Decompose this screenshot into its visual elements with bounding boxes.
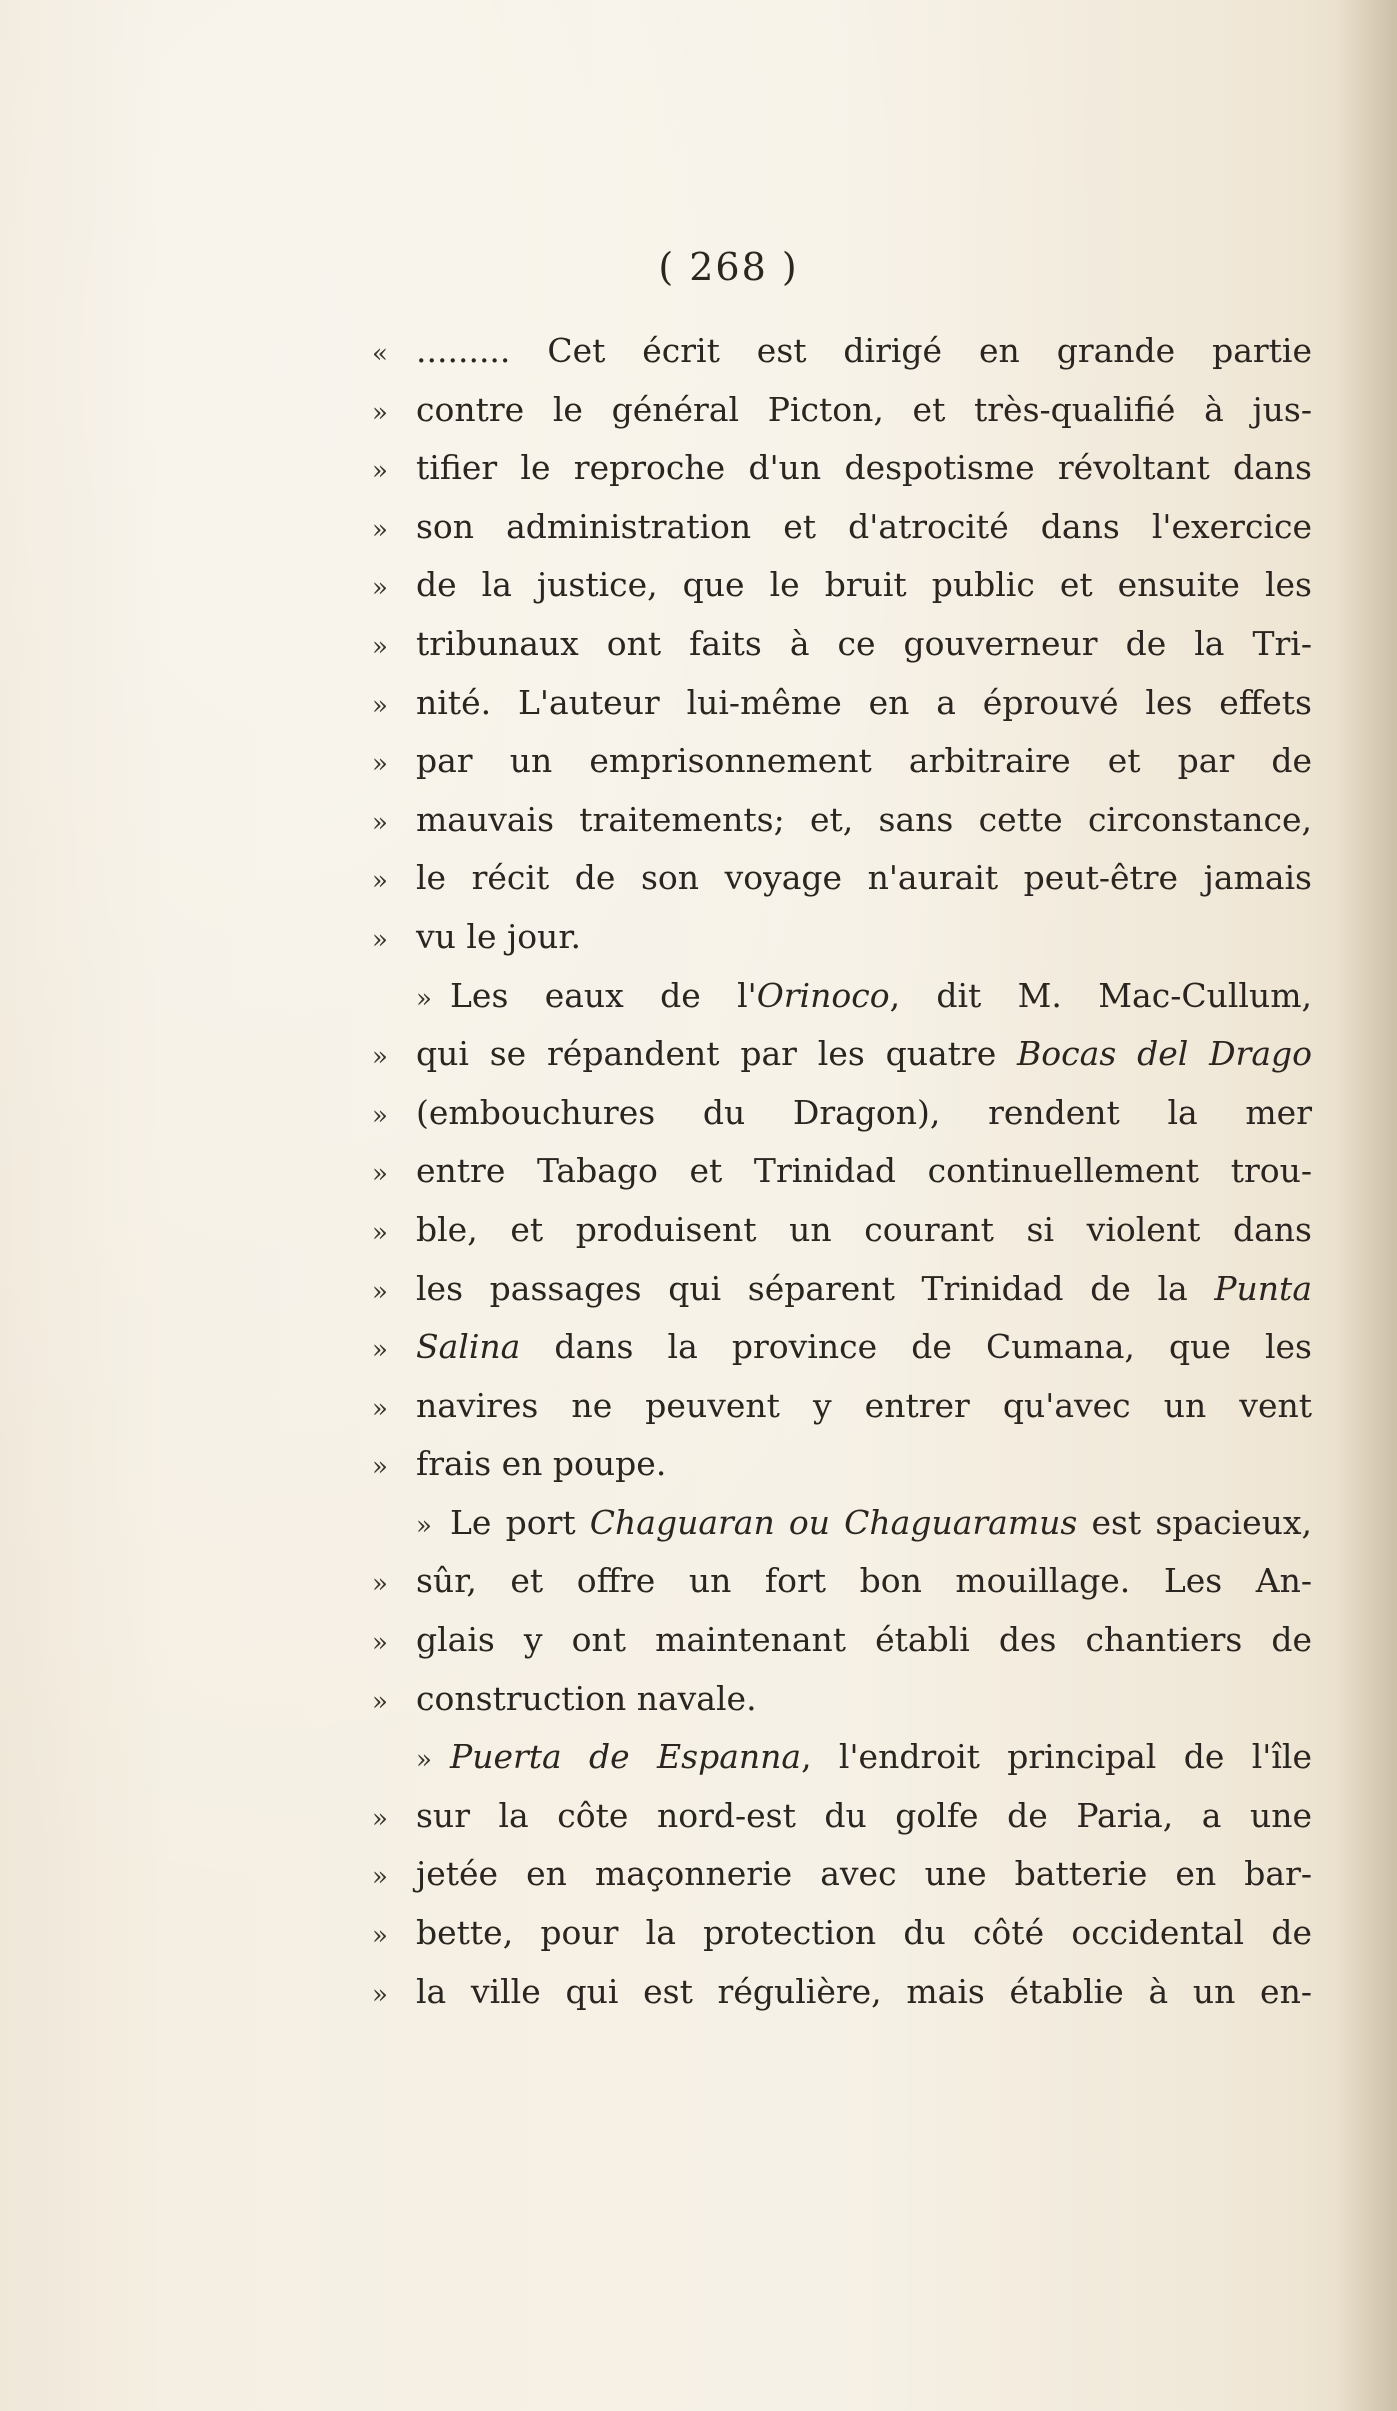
- line-text: construction navale.: [416, 1678, 757, 1718]
- quote-mark: »: [372, 807, 388, 838]
- text-line: [372, 1318, 1312, 1377]
- quote-mark: «: [372, 339, 388, 369]
- quote-mark: »: [416, 983, 432, 1014]
- text-line: [372, 439, 1312, 498]
- line-text: tribunaux ont faits à ce gouverneur de la Tri-: [416, 623, 1312, 663]
- italic-term: Puerta de Espanna: [450, 1737, 802, 1777]
- text-line: [372, 732, 1312, 791]
- line-text: ......... Cet écrit est dirigé en grande partie: [416, 331, 1312, 370]
- italic-term: Salina: [416, 1327, 521, 1367]
- text-line: [372, 1142, 1312, 1201]
- quote-mark: »: [372, 1335, 388, 1366]
- line-text: mauvais traitements; et, sans cette circonstance,: [416, 799, 1312, 839]
- text-line: [372, 615, 1312, 674]
- text-line: [372, 1728, 1312, 1787]
- line-text: sur la côte nord-est du golfe de Paria, a une: [416, 1795, 1312, 1835]
- italic-term: Orinoco: [756, 975, 890, 1015]
- line-text: (embouchures du Dragon), rendent la mer: [416, 1092, 1312, 1132]
- text-line: [372, 322, 1312, 381]
- text-line: [372, 1787, 1312, 1846]
- quote-mark: »: [416, 1510, 432, 1541]
- text-line: [372, 1084, 1312, 1143]
- text-line: [372, 556, 1312, 615]
- page-number: ( 268 ): [658, 245, 799, 289]
- line-text: sûr, et offre un fort bon mouillage. Les An-: [416, 1561, 1312, 1601]
- quote-mark: »: [372, 1042, 388, 1073]
- text-run: les passages qui séparent Trinidad de la: [416, 1268, 1215, 1308]
- binding-shadow: [1337, 0, 1397, 2411]
- line-text: [416, 1318, 1312, 1377]
- line-text: tifier le reproche d'un despotisme révoltant dans: [416, 448, 1312, 488]
- line-text: par un emprisonnement arbitraire et par de: [416, 741, 1312, 781]
- quote-mark: »: [372, 1452, 388, 1483]
- quote-mark: »: [372, 456, 388, 487]
- line-text: navires ne peuvent y entrer qu'avec un vent: [416, 1385, 1312, 1425]
- quote-mark: »: [372, 1276, 388, 1307]
- quote-mark: »: [372, 1803, 388, 1834]
- text-line: [372, 967, 1312, 1026]
- quote-mark: »: [372, 1686, 388, 1717]
- text-line: [372, 1260, 1312, 1319]
- line-text: son administration et d'atrocité dans l'exercice: [416, 506, 1312, 546]
- quote-mark: »: [372, 1100, 388, 1131]
- quote-mark: »: [372, 749, 388, 780]
- line-text: bette, pour la protection du côté occidental de: [416, 1913, 1312, 1953]
- quote-mark: »: [372, 397, 388, 428]
- text-line: [372, 1963, 1312, 2022]
- text-run: Les eaux de l': [450, 975, 757, 1015]
- text-line: [372, 1025, 1312, 1084]
- text-line: [372, 849, 1312, 908]
- line-text: la ville qui est régulière, mais établie à un en-: [416, 1971, 1312, 2011]
- quote-mark: »: [372, 866, 388, 897]
- text-run: , dit M. Mac-Cullum,: [889, 975, 1312, 1015]
- quote-mark: »: [372, 1159, 388, 1190]
- quote-mark: »: [372, 1921, 388, 1952]
- quote-mark: »: [372, 924, 388, 955]
- text-line: [372, 1670, 1312, 1729]
- text-line: [372, 381, 1312, 440]
- line-text: entre Tabago et Trinidad continuellement trou-: [416, 1151, 1312, 1191]
- quote-mark: »: [372, 1862, 388, 1893]
- quote-mark: »: [372, 573, 388, 604]
- line-text: de la justice, que le bruit public et ensuite les: [416, 565, 1312, 605]
- text-run: Le port: [450, 1502, 590, 1542]
- text-line: [372, 1611, 1312, 1670]
- text-run: qui se répandent par les quatre: [416, 1034, 1018, 1074]
- line-text: contre le général Picton, et très-qualifié à jus-: [416, 389, 1312, 429]
- text-line: [372, 498, 1312, 557]
- italic-term: Bocas del Drago: [1017, 1034, 1312, 1074]
- quote-mark: »: [372, 1628, 388, 1659]
- line-text: [450, 1728, 1312, 1787]
- text-line: [372, 1904, 1312, 1963]
- text-run: est spacieux,: [1077, 1502, 1312, 1542]
- line-text: jetée en maçonnerie avec une batterie en bar-: [416, 1854, 1312, 1894]
- text-line: [372, 1377, 1312, 1436]
- italic-term: Punta: [1214, 1268, 1312, 1308]
- line-text: frais en poupe.: [416, 1444, 667, 1484]
- line-text: vu le jour.: [416, 916, 581, 956]
- text-run: dans la province de Cumana, que les: [520, 1327, 1312, 1367]
- line-text: [450, 1494, 1312, 1553]
- line-text: glais y ont maintenant établi des chantiers de: [416, 1620, 1312, 1660]
- quote-mark: »: [372, 1217, 388, 1248]
- line-text: [416, 1025, 1312, 1084]
- line-text: [450, 967, 1312, 1026]
- text-line: [372, 1845, 1312, 1904]
- text-line: [372, 674, 1312, 733]
- text-line: [372, 791, 1312, 850]
- quote-mark: »: [416, 1745, 432, 1776]
- quote-mark: »: [372, 1979, 388, 2010]
- quote-mark: »: [372, 690, 388, 721]
- text-line: [372, 908, 1312, 967]
- italic-term: Chaguaran ou Chaguaramus: [589, 1502, 1078, 1542]
- line-text: ble, et produisent un courant si violent dans: [416, 1209, 1312, 1249]
- quote-mark: »: [372, 514, 388, 545]
- quote-mark: »: [372, 1393, 388, 1424]
- line-text: le récit de son voyage n'aurait peut-être jamais: [416, 858, 1312, 898]
- quote-mark: »: [372, 1569, 388, 1600]
- text-line: [372, 1435, 1312, 1494]
- text-line: [372, 1552, 1312, 1611]
- text-line: [372, 1201, 1312, 1260]
- text-run: , l'endroit principal de l'île: [801, 1737, 1312, 1777]
- line-text: [416, 1260, 1312, 1319]
- body-text: [372, 322, 1312, 2021]
- text-line: [372, 1494, 1312, 1553]
- quote-mark: »: [372, 631, 388, 662]
- line-text: nité. L'auteur lui-même en a éprouvé les effets: [416, 682, 1312, 722]
